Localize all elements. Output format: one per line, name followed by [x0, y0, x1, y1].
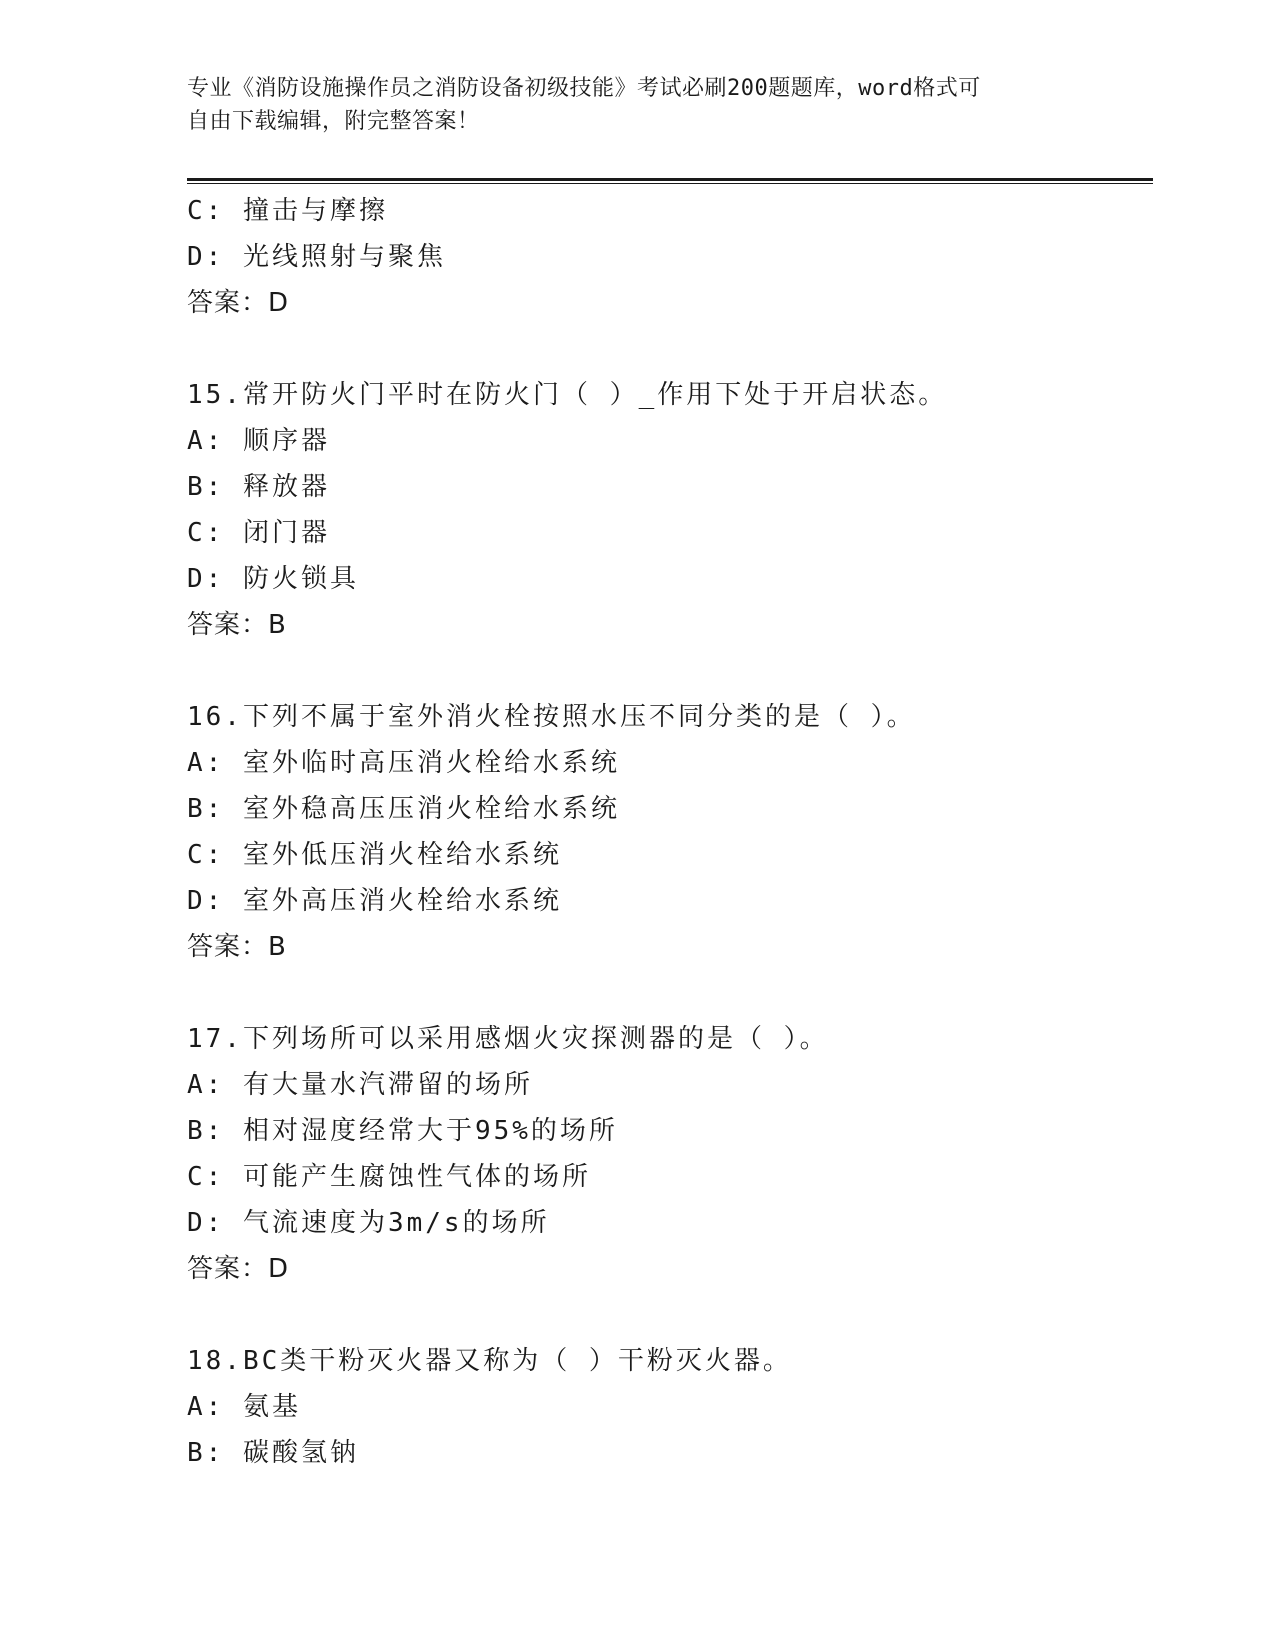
header-line-2: 自由下载编辑，附完整答案！: [187, 109, 480, 134]
option-b: B: 碳酸氢钠: [187, 1438, 359, 1468]
question-text: 18.BC类干粉灭火器又称为（ ）干粉灭火器。: [187, 1346, 792, 1376]
header-rule-thin: [187, 183, 1153, 184]
answer-line: 答案：D: [187, 1254, 290, 1284]
question-text: 16.下列不属于室外消火栓按照水压不同分类的是（ ）。: [187, 702, 916, 732]
answer-line: 答案：B: [187, 610, 287, 640]
option-b: B: 相对湿度经常大于95%的场所: [187, 1116, 618, 1146]
header-rule-thick: [187, 178, 1153, 181]
option-d: D: 室外高压消火栓给水系统: [187, 886, 562, 916]
question-block-17: [187, 1016, 1147, 1292]
question-list: [187, 188, 1147, 1476]
option-c: C: 撞击与摩擦: [187, 196, 388, 226]
option-a: A: 有大量水汽滞留的场所: [187, 1070, 533, 1100]
spacer: [187, 970, 1147, 1016]
header-line-1: 专业《消防设施操作员之消防设备初级技能》考试必刷200题题库，word格式可: [187, 76, 981, 101]
option-b: B: 释放器: [187, 472, 330, 502]
option-b: B: 室外稳高压压消火栓给水系统: [187, 794, 620, 824]
option-d: D: 光线照射与聚焦: [187, 242, 446, 272]
spacer: [187, 326, 1147, 372]
option-c: C: 闭门器: [187, 518, 330, 548]
option-a: A: 顺序器: [187, 426, 330, 456]
spacer: [187, 648, 1147, 694]
question-block-18: [187, 1338, 1147, 1476]
option-a: A: 室外临时高压消火栓给水系统: [187, 748, 620, 778]
answer-line: 答案：D: [187, 288, 290, 318]
question-block-16: [187, 694, 1147, 970]
option-d: D: 气流速度为3m/s的场所: [187, 1208, 550, 1238]
option-a: A: 氨基: [187, 1392, 301, 1422]
document-header: [187, 72, 1067, 138]
question-text: 15.常开防火门平时在防火门（ ）_作用下处于开启状态。: [187, 380, 948, 410]
option-d: D: 防火锁具: [187, 564, 359, 594]
question-block-14: [187, 188, 1147, 326]
answer-line: 答案：B: [187, 932, 287, 962]
question-block-15: [187, 372, 1147, 648]
question-text: 17.下列场所可以采用感烟火灾探测器的是（ ）。: [187, 1024, 829, 1054]
option-c: C: 可能产生腐蚀性气体的场所: [187, 1162, 591, 1192]
spacer: [187, 1292, 1147, 1338]
option-c: C: 室外低压消火栓给水系统: [187, 840, 562, 870]
